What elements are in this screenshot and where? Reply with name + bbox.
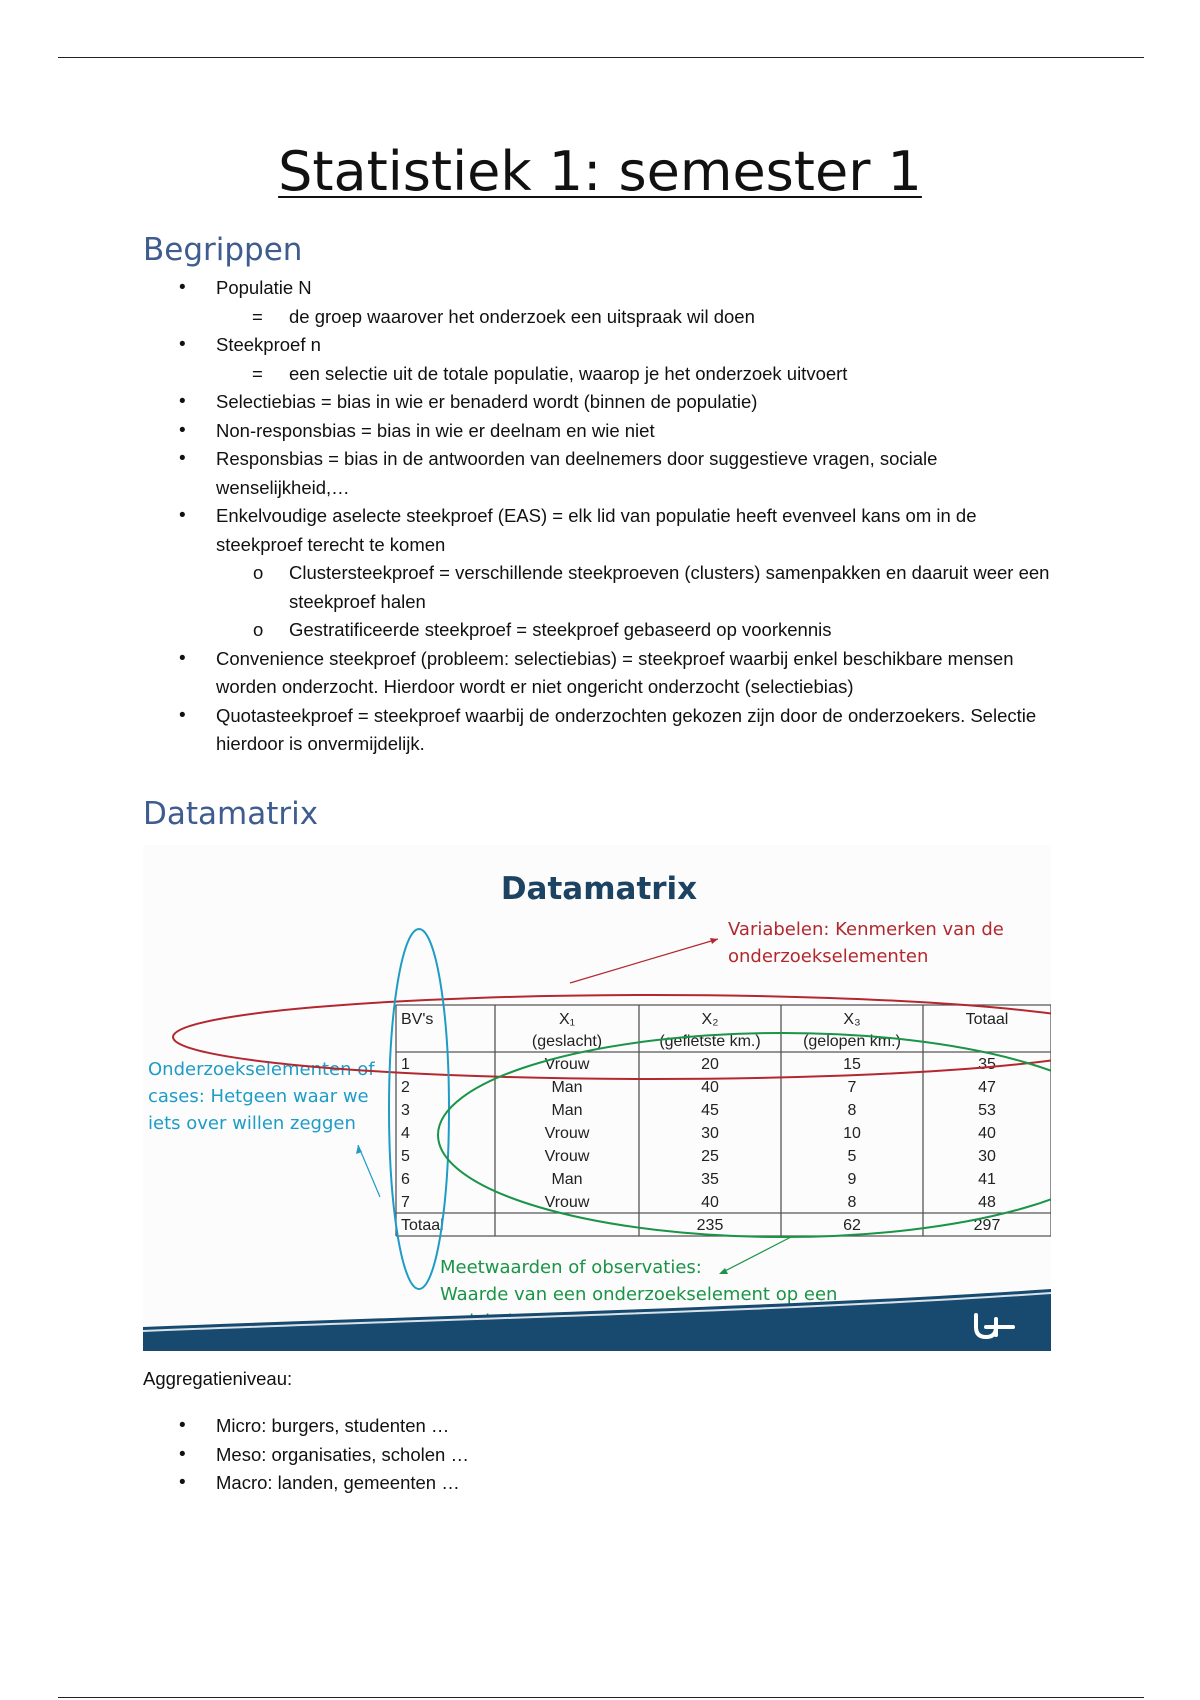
table-cell: 25 [701,1148,719,1165]
table-cell: 41 [978,1171,996,1188]
aggregation-label: Aggregatieniveau: [143,1368,293,1389]
figure-title: Datamatrix [500,871,698,907]
table-cell: 15 [843,1056,861,1073]
table-cell: 8 [847,1102,857,1119]
list-item: • Meso: organisaties, scholen … [143,1441,1063,1470]
arrowhead-variables [710,938,718,944]
cases-highlight-ellipse [389,929,449,1289]
table-header-cell: X₂ [701,1011,719,1028]
table-header-subcell: (gefietste km.) [659,1033,761,1050]
page-title: Statistiek 1: semester 1 [278,140,922,203]
list-item: • Populatie N [143,274,1063,303]
table-cell: 6 [401,1171,410,1188]
table-cell: 35 [978,1056,996,1073]
table-cell: Vrouw [544,1148,590,1165]
footer-rule [58,1697,1144,1698]
table-cell: 4 [401,1125,410,1142]
annotation-cases [148,1059,375,1134]
table-cell: 2 [401,1079,410,1096]
table-cell: Man [551,1079,583,1096]
datamatrix-illustration [143,845,1051,1351]
arrow-values [723,1237,791,1272]
arrow-cases [358,1145,380,1197]
table-total-cell: 62 [843,1217,861,1234]
table-cell: 5 [847,1148,857,1165]
annotation-variables-line: Variabelen: Kenmerken van de [728,919,1004,940]
table-cell: 9 [847,1171,857,1188]
table-total-cell: 297 [973,1217,1001,1234]
table-cell: Vrouw [544,1194,590,1211]
annotation-variables [728,919,1004,967]
table-total-cell: Totaal [401,1217,444,1234]
list-item: • Convenience steekproef (probleem: selectiebias) = steekproef waarbij enkel beschikbare mensen worden onderzocht. Hierdoor wordt er niet ongericht onderzocht (selectiebias) [143,645,1063,702]
list-item: • Micro: burgers, studenten … [143,1412,1063,1441]
table-cell: 53 [978,1102,996,1119]
list-item-definition: = de groep waarover het onderzoek een uitspraak wil doen [143,303,1063,332]
table-cell: 40 [701,1194,719,1211]
table-cell: 7 [401,1194,410,1211]
variables-highlight-ellipse [173,995,1051,1079]
table-cell: 3 [401,1102,410,1119]
table-cell: 45 [701,1102,719,1119]
list-item: • Macro: landen, gemeenten … [143,1469,1063,1498]
list-item: • Non-responsbias = bias in wie er deelnam en wie niet [143,417,1063,446]
table-cell: Man [551,1102,583,1119]
values-highlight-ellipse [438,1033,1051,1237]
list-item: • Enkelvoudige aselecte steekproef (EAS) = elk lid van populatie heeft evenveel kans om in de steekproef terecht te komen [143,502,1063,559]
table-cell: 30 [701,1125,719,1142]
section-heading-begrippen: Begrippen [143,232,303,268]
table-cell: 35 [701,1171,719,1188]
table-cell: 40 [701,1079,719,1096]
list-item-definition: = een selectie uit de totale populatie, waarop je het onderzoek uitvoert [143,360,1063,389]
annotation-variables-line: onderzoekselementen [728,946,929,967]
list-item: • Responsbias = bias in de antwoorden van deelnemers door suggestieve vragen, sociale wenselijkheid,… [143,445,1063,502]
annotation-values-line: Waarde van een onderzoekselement op een [440,1284,838,1305]
annotation-cases-line: cases: Hetgeen waar we [148,1086,369,1107]
table-cell: Vrouw [544,1125,590,1142]
arrow-variables [570,939,718,983]
section-heading-datamatrix: Datamatrix [143,796,319,832]
list-item: • Selectiebias = bias in wie er benaderd wordt (binnen de populatie) [143,388,1063,417]
table-cell: 30 [978,1148,996,1165]
datamatrix-figure [143,845,1051,1351]
list-subitem: o Clustersteekproef = verschillende steekproeven (clusters) samenpakken en daaruit weer een steekproef halen [143,559,1063,616]
arrowhead-values [719,1268,728,1274]
header-rule [58,57,1144,58]
list-item: • Quotasteekproef = steekproef waarbij de onderzochten gekozen zijn door de onderzoekers. Selectie hierdoor is onvermijdelijk. [143,702,1063,759]
table-cell: 8 [847,1194,857,1211]
table-header-cell: Totaal [965,1011,1009,1028]
aggregation-list [143,1412,1063,1498]
table-cell: 7 [847,1079,857,1096]
table-cell: 40 [978,1125,996,1142]
table-cell: 20 [701,1056,719,1073]
list-item: • Steekproef n [143,331,1063,360]
table-cell: 1 [401,1056,410,1073]
table-header-cell: X₃ [843,1011,861,1028]
table-total-cell: 235 [696,1217,724,1234]
table-cell: 10 [843,1125,861,1142]
annotation-cases-line: Onderzoekselementen of [148,1059,375,1080]
annotation-values-line: Meetwaarden of observaties: [440,1257,702,1278]
table-cell: 5 [401,1148,410,1165]
list-subitem: o Gestratificeerde steekproef = steekproef gebaseerd op voorkennis [143,616,1063,645]
table-header-subcell: (gelopen km.) [803,1033,901,1050]
table-cell: 47 [978,1079,996,1096]
table-header-cell: BV's [401,1011,434,1028]
table-header-subcell: (geslacht) [531,1033,603,1050]
table-cell: 48 [978,1194,996,1211]
table-header-cell: X₁ [558,1011,576,1028]
table-cell: Vrouw [544,1056,590,1073]
data-table [396,1005,1051,1236]
annotation-cases-line: iets over willen zeggen [148,1113,356,1134]
begrippen-list [143,274,1063,759]
table-cell: Man [551,1171,583,1188]
